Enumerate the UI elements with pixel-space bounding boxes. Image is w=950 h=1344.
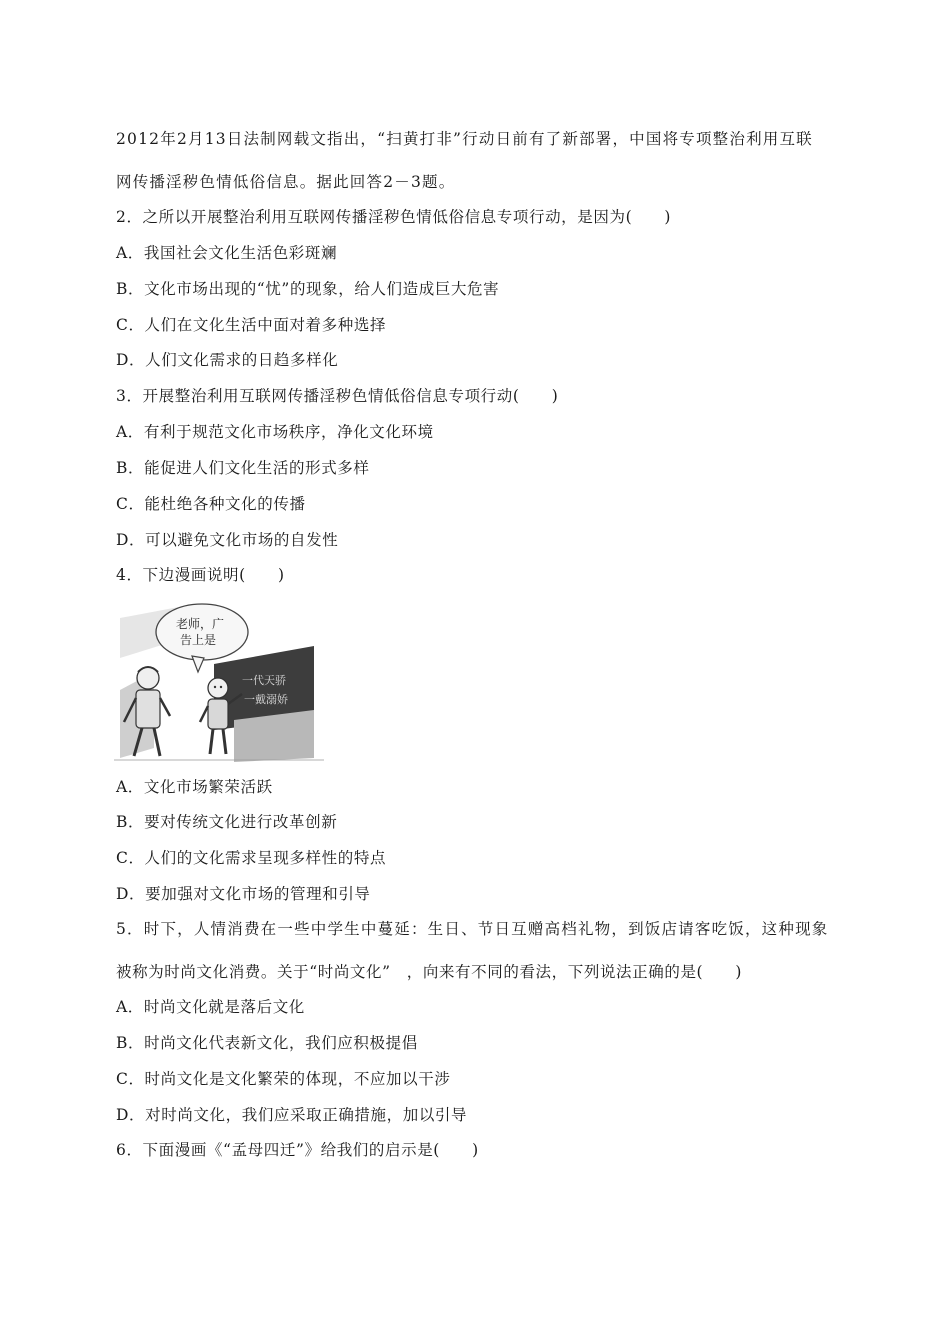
question-2-option-d: D．人们文化需求的日趋多样化 (116, 351, 339, 369)
question-5-stem-line-2: 被称为时尚文化消费。关于“时尚文化” ，向来有不同的看法，下列说法正确的是( ) (116, 963, 743, 981)
speech-bubble-line-1: 老师，广 (175, 617, 225, 631)
question-3-option-c: C．能杜绝各种文化的传播 (116, 495, 306, 513)
question-2-stem: 2．之所以开展整治利用互联网传播淫秽色情低俗信息专项行动，是因为( ) (116, 208, 672, 226)
intro-text-line-2: 网传播淫秽色情低俗信息。据此回答2－3题。 (116, 173, 456, 191)
question-3-stem: 3．开展整治利用互联网传播淫秽色情低俗信息专项行动( ) (116, 387, 559, 405)
question-2-option-a: A．我国社会文化生活色彩斑斓 (116, 244, 338, 262)
question-6-stem: 6．下面漫画《“孟母四迁”》给我们的启示是( ) (116, 1141, 479, 1159)
board-text-line-1: 一代天骄 (242, 674, 286, 687)
question-5-option-d: D．对时尚文化，我们应采取正确措施，加以引导 (116, 1106, 468, 1124)
question-5-option-b: B．时尚文化代表新文化，我们应积极提倡 (116, 1034, 418, 1052)
question-5-option-a: A．时尚文化就是落后文化 (116, 998, 305, 1016)
question-3-option-b: B．能促进人们文化生活的形式多样 (116, 459, 370, 477)
question-2-option-b: B．文化市场出现的“忧”的现象，给人们造成巨大危害 (116, 280, 500, 298)
question-4-option-d: D．要加强对文化市场的管理和引导 (116, 885, 371, 903)
question-4-stem: 4．下边漫画说明( ) (116, 566, 285, 584)
intro-text-line-1: 2012年2月13日法制网载文指出，“扫黄打非”行动日前有了新部署，中国将专项整治利用互联 (116, 130, 813, 148)
question-5-stem-line-1: 5．时下，人情消费在一些中学生中蔓延：生日、节日互赠高档礼物，到饭店请客吃饭，这种现象 (116, 920, 829, 938)
question-4-option-b: B．要对传统文化进行改革创新 (116, 813, 338, 831)
question-4-option-a: A．文化市场繁荣活跃 (116, 778, 273, 796)
question-3-option-d: D．可以避免文化市场的自发性 (116, 531, 339, 549)
speech-bubble-line-2: 告上是 (179, 633, 217, 647)
question-3-option-a: A．有利于规范文化市场秩序，净化文化环境 (116, 423, 434, 441)
question-5-option-c: C．时尚文化是文化繁荣的体现，不应加以干涉 (116, 1070, 451, 1088)
cartoon-teacher-student-illustration (114, 598, 324, 764)
question-2-option-c: C．人们在文化生活中面对着多种选择 (116, 316, 387, 334)
question-4-option-c: C．人们的文化需求呈现多样性的特点 (116, 849, 387, 867)
board-text-line-2: 一戴溺娇 (244, 693, 288, 706)
